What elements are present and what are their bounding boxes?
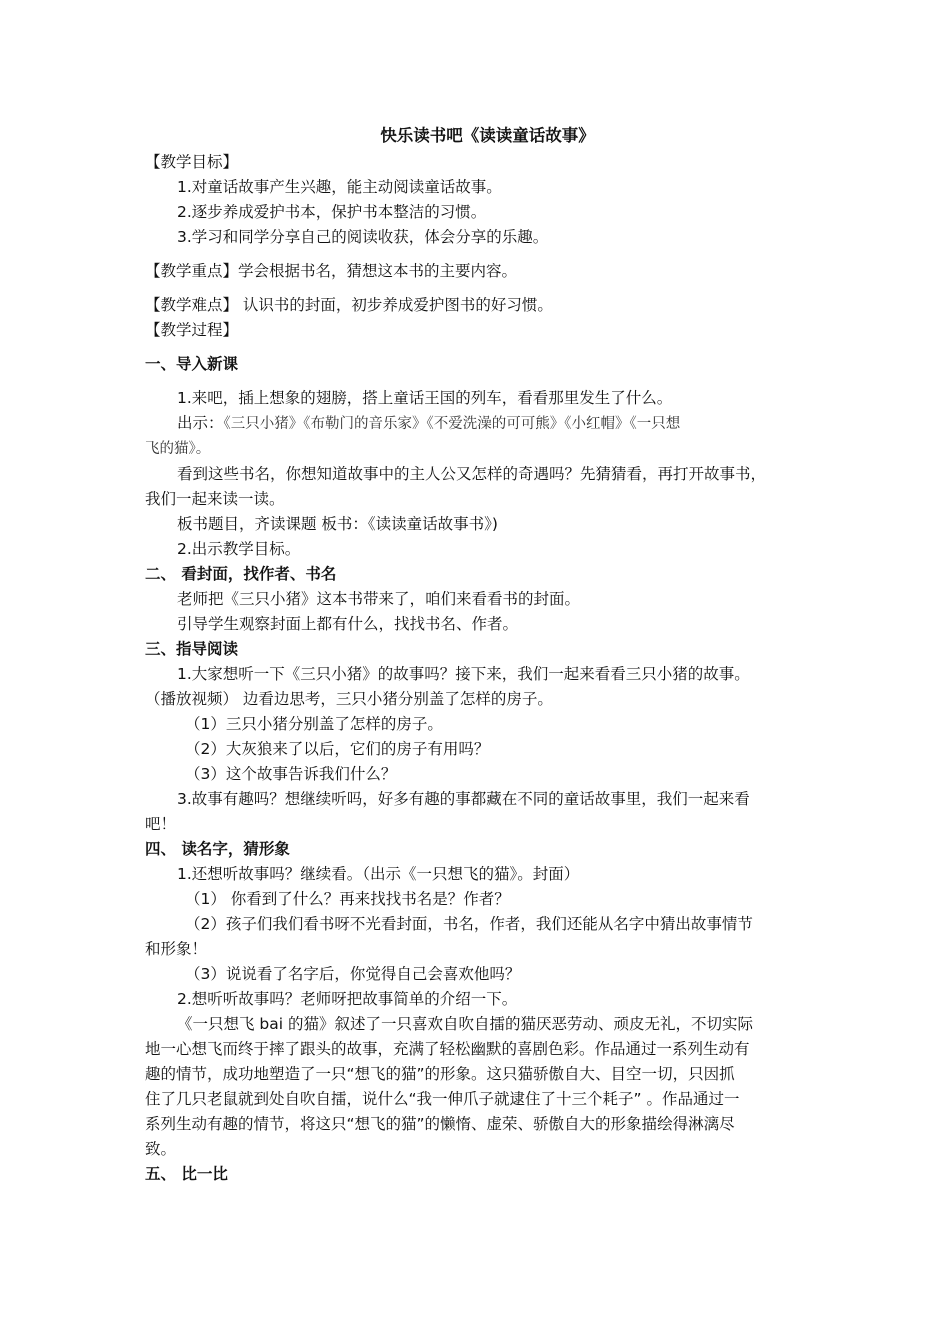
section-heading: 四、 读名字，猜形象	[145, 840, 290, 858]
book-list: 《三只小猪》《布勒门的音乐家》《不爱洗澡的可可熊》《小红帽》《一只想	[223, 416, 681, 432]
show-label: 出示：	[177, 414, 224, 432]
paragraph: 引导学生观察封面上都有什么，找找书名、作者。	[177, 615, 519, 633]
goal-item: 1.对童话故事产生兴趣，能主动阅读童话故事。	[177, 178, 502, 196]
question-item: （1） 你看到了什么？再来找找书名是？作者？	[185, 890, 510, 908]
story-intro-line: 系列生动有趣的情节，将这只“想飞的猫”的懒惰、虚荣、骄傲自大的形象描绘得淋漓尽	[145, 1115, 735, 1133]
book-list-continued: 飞的猫》。	[145, 441, 211, 457]
difficulty: 【教学难点】 认识书的封面，初步养成爱护图书的好习惯。	[145, 296, 553, 314]
paragraph: 老师把《三只小猪》这本书带来了，咱们来看看书的封面。	[177, 590, 581, 608]
doc-title: 快乐读书吧《读读童话故事》	[380, 126, 595, 145]
story-intro-line: 趣的情节，成功地塑造了一只“想飞的猫”的形象。这只猫骄傲自大、目空一切，只因抓	[145, 1065, 735, 1083]
story-intro-line: 住了几只老鼠就到处自吹自擂，说什么“我一伸爪子就逮住了十三个耗子” 。作品通过一	[145, 1090, 740, 1108]
paragraph-continued: （播放视频） 边看边思考，三只小猪分别盖了怎样的房子。	[145, 690, 553, 708]
paragraph: 2.出示教学目标。	[177, 540, 301, 558]
paragraph: 1.大家想听一下《三只小猪》的故事吗？接下来，我们一起来看看三只小猪的故事。	[177, 665, 750, 683]
paragraph: 1.来吧，插上想象的翅膀，搭上童话王国的列车，看看那里发生了什么。	[177, 389, 673, 407]
document-page	[145, 122, 810, 1187]
process-heading: 【教学过程】	[145, 321, 239, 339]
paragraph	[145, 411, 810, 437]
story-intro-line: 《一只想飞 bai 的猫》叙述了一只喜欢自吹自擂的猫厌恶劳动、顽皮无礼，不切实际	[177, 1015, 754, 1033]
question-item-continued: 和形象！	[145, 940, 208, 958]
paragraph-continued: 吧！	[145, 815, 177, 833]
paragraph-continued: 我们一起来读一读。	[145, 490, 285, 508]
paragraph: 3.故事有趣吗？想继续听吗，好多有趣的事都藏在不同的童话故事里，我们一起来看	[177, 790, 750, 808]
goal-item: 3.学习和同学分享自己的阅读收获，体会分享的乐趣。	[177, 228, 549, 246]
question-item: （2）大灰狼来了以后，它们的房子有用吗？	[185, 740, 490, 758]
story-intro-line: 地一心想飞而终于摔了跟头的故事，充满了轻松幽默的喜剧色彩。作品通过一系列生动有	[145, 1040, 750, 1058]
paragraph: 板书题目，齐读课题 板书：《读读童话故事书》)	[177, 515, 498, 533]
section-heading: 二、 看封面，找作者、书名	[145, 565, 337, 583]
goals-heading: 【教学目标】	[145, 153, 239, 171]
goal-item: 2.逐步养成爱护书本，保护书本整洁的习惯。	[177, 203, 487, 221]
section-heading: 三、指导阅读	[145, 640, 239, 658]
section-heading: 五、 比一比	[145, 1165, 228, 1183]
key-point: 【教学重点】学会根据书名，猜想这本书的主要内容。	[145, 262, 518, 280]
section-heading: 一、导入新课	[145, 355, 239, 373]
paragraph: 看到这些书名，你想知道故事中的主人公又怎样的奇遇吗？先猜猜看，再打开故事书，	[177, 465, 767, 483]
question-item: （1）三只小猪分别盖了怎样的房子。	[185, 715, 443, 733]
story-intro-line: 致。	[145, 1140, 177, 1158]
paragraph: 2.想听听故事吗？老师呀把故事简单的介绍一下。	[177, 990, 518, 1008]
paragraph: 1.还想听故事吗？继续看。（出示《一只想飞的猫》。封面）	[177, 865, 580, 883]
question-item: （3）这个故事告诉我们什么？	[185, 765, 397, 783]
question-item: （2）孩子们我们看书呀不光看封面，书名，作者，我们还能从名字中猜出故事情节	[185, 915, 753, 933]
question-item: （3）说说看了名字后，你觉得自己会喜欢他吗？	[185, 965, 521, 983]
